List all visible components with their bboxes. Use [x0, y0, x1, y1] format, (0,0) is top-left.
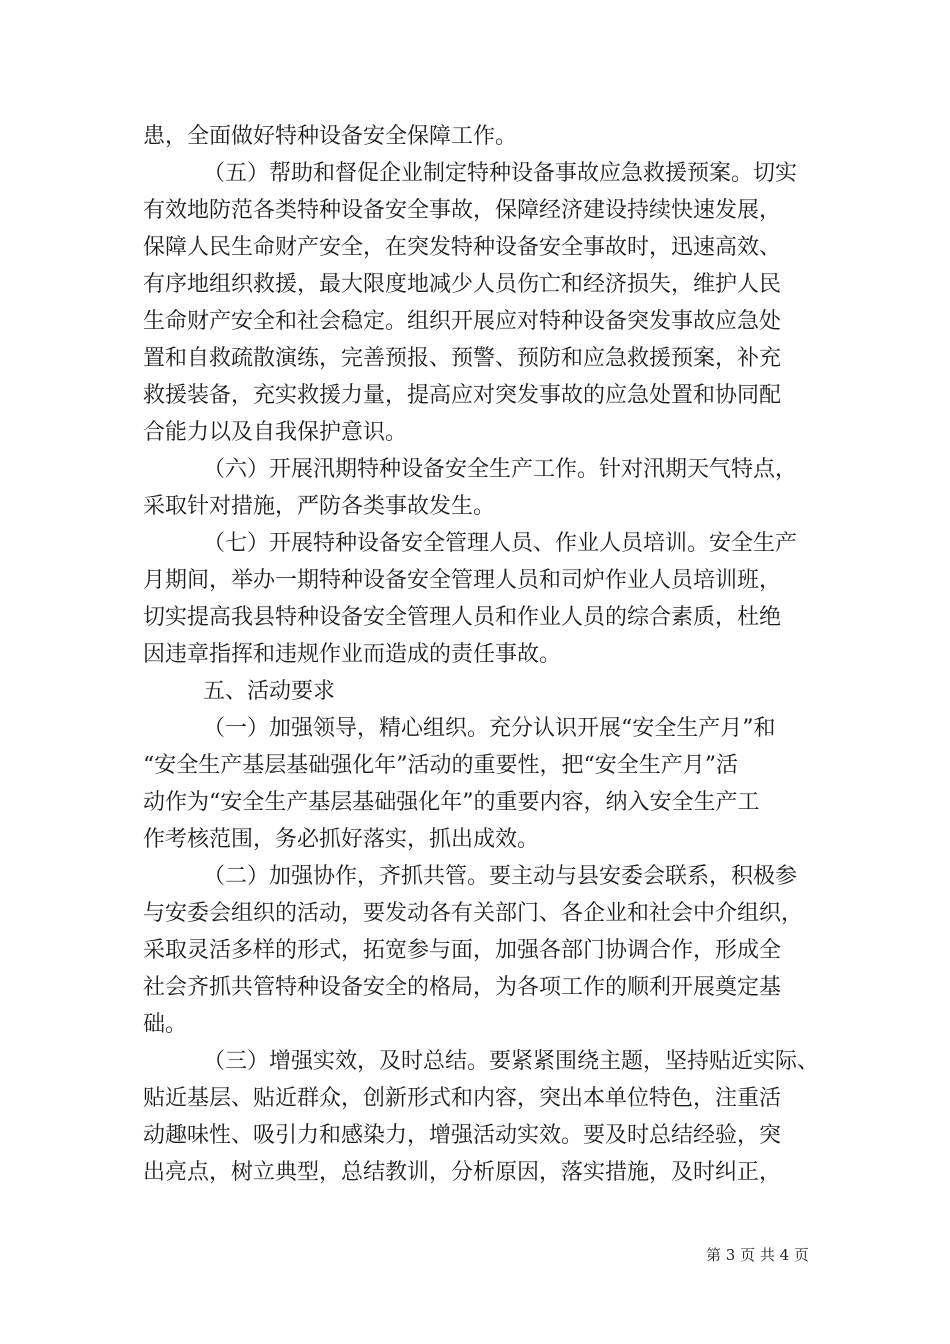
text-line: 础。	[143, 1012, 188, 1037]
text-line: 动作为“安全生产基层基础强化年”的重要内容，纳入安全生产工	[143, 790, 760, 815]
text-line: 采取灵活多样的形式，拓宽参与面，加强各部门协调合作，形成全	[143, 938, 782, 963]
text-line: 切实提高我县特种设备安全管理人员和作业人员的综合素质，杜绝	[143, 605, 782, 630]
text-line: 贴近基层、贴近群众，创新形式和内容，突出本单位特色，注重活	[143, 1086, 782, 1111]
text-line: 社会齐抓共管特种设备安全的格局，为各项工作的顺利开展奠定基	[143, 975, 782, 1000]
paragraph-heading-line: （七）开展特种设备安全管理人员、作业人员培训。安全生产	[203, 531, 798, 556]
text-line: 月期间，举办一期特种设备安全管理人员和司炉作业人员培训班，	[143, 568, 782, 593]
text-line: 合能力以及自我保护意识。	[143, 420, 408, 445]
text-line: 有效地防范各类特种设备安全事故，保障经济建设持续快速发展，	[143, 198, 782, 223]
text-line: 置和自救疏散演练，完善预报、预警、预防和应急救援预案，补充	[143, 346, 782, 371]
page-number: 第 3 页 共 4 页	[706, 1246, 809, 1264]
paragraph-heading-line: （二）加强协作，齐抓共管。要主动与县安委会联系，积极参	[203, 864, 798, 889]
text-line: 出亮点，树立典型，总结教训，分析原因，落实措施，及时纠正，	[143, 1160, 782, 1185]
text-line: 保障人民生命财产安全，在突发特种设备安全事故时，迅速高效、	[143, 235, 782, 260]
text-line: 因违章指挥和违规作业而造成的责任事故。	[143, 642, 562, 667]
text-line: 采取针对措施，严防各类事故发生。	[143, 494, 496, 519]
text-line: 动趣味性、吸引力和感染力，增强活动实效。要及时总结经验，突	[143, 1123, 782, 1148]
text-line: 患，全面做好特种设备安全保障工作。	[143, 124, 518, 149]
text-line: 作考核范围，务必抓好落实，抓出成效。	[143, 827, 540, 852]
text-line: 有序地组织救援，最大限度地减少人员伤亡和经济损失，维护人民	[143, 272, 782, 297]
section-heading: 五、活动要求	[203, 679, 336, 704]
paragraph-heading-line: （三）增强实效，及时总结。要紧紧围绕主题，坚持贴近实际、	[203, 1049, 820, 1074]
text-line: “安全生产基层基础强化年”活动的重要性，把“安全生产月”活	[143, 753, 738, 778]
text-line: 与安委会组织的活动，要发动各有关部门、各企业和社会中介组织，	[143, 901, 804, 926]
paragraph-heading-line: （一）加强领导，精心组织。充分认识开展“安全生产月”和	[203, 716, 776, 741]
paragraph-heading-line: （六）开展汛期特种设备安全生产工作。针对汛期天气特点，	[203, 457, 798, 482]
text-line: 生命财产安全和社会稳定。组织开展应对特种设备突发事故应急处	[143, 309, 782, 334]
paragraph-heading-line: （五）帮助和督促企业制定特种设备事故应急救援预案。切实	[203, 161, 798, 186]
text-line: 救援装备，充实救援力量，提高应对突发事故的应急处置和协同配	[143, 383, 782, 408]
